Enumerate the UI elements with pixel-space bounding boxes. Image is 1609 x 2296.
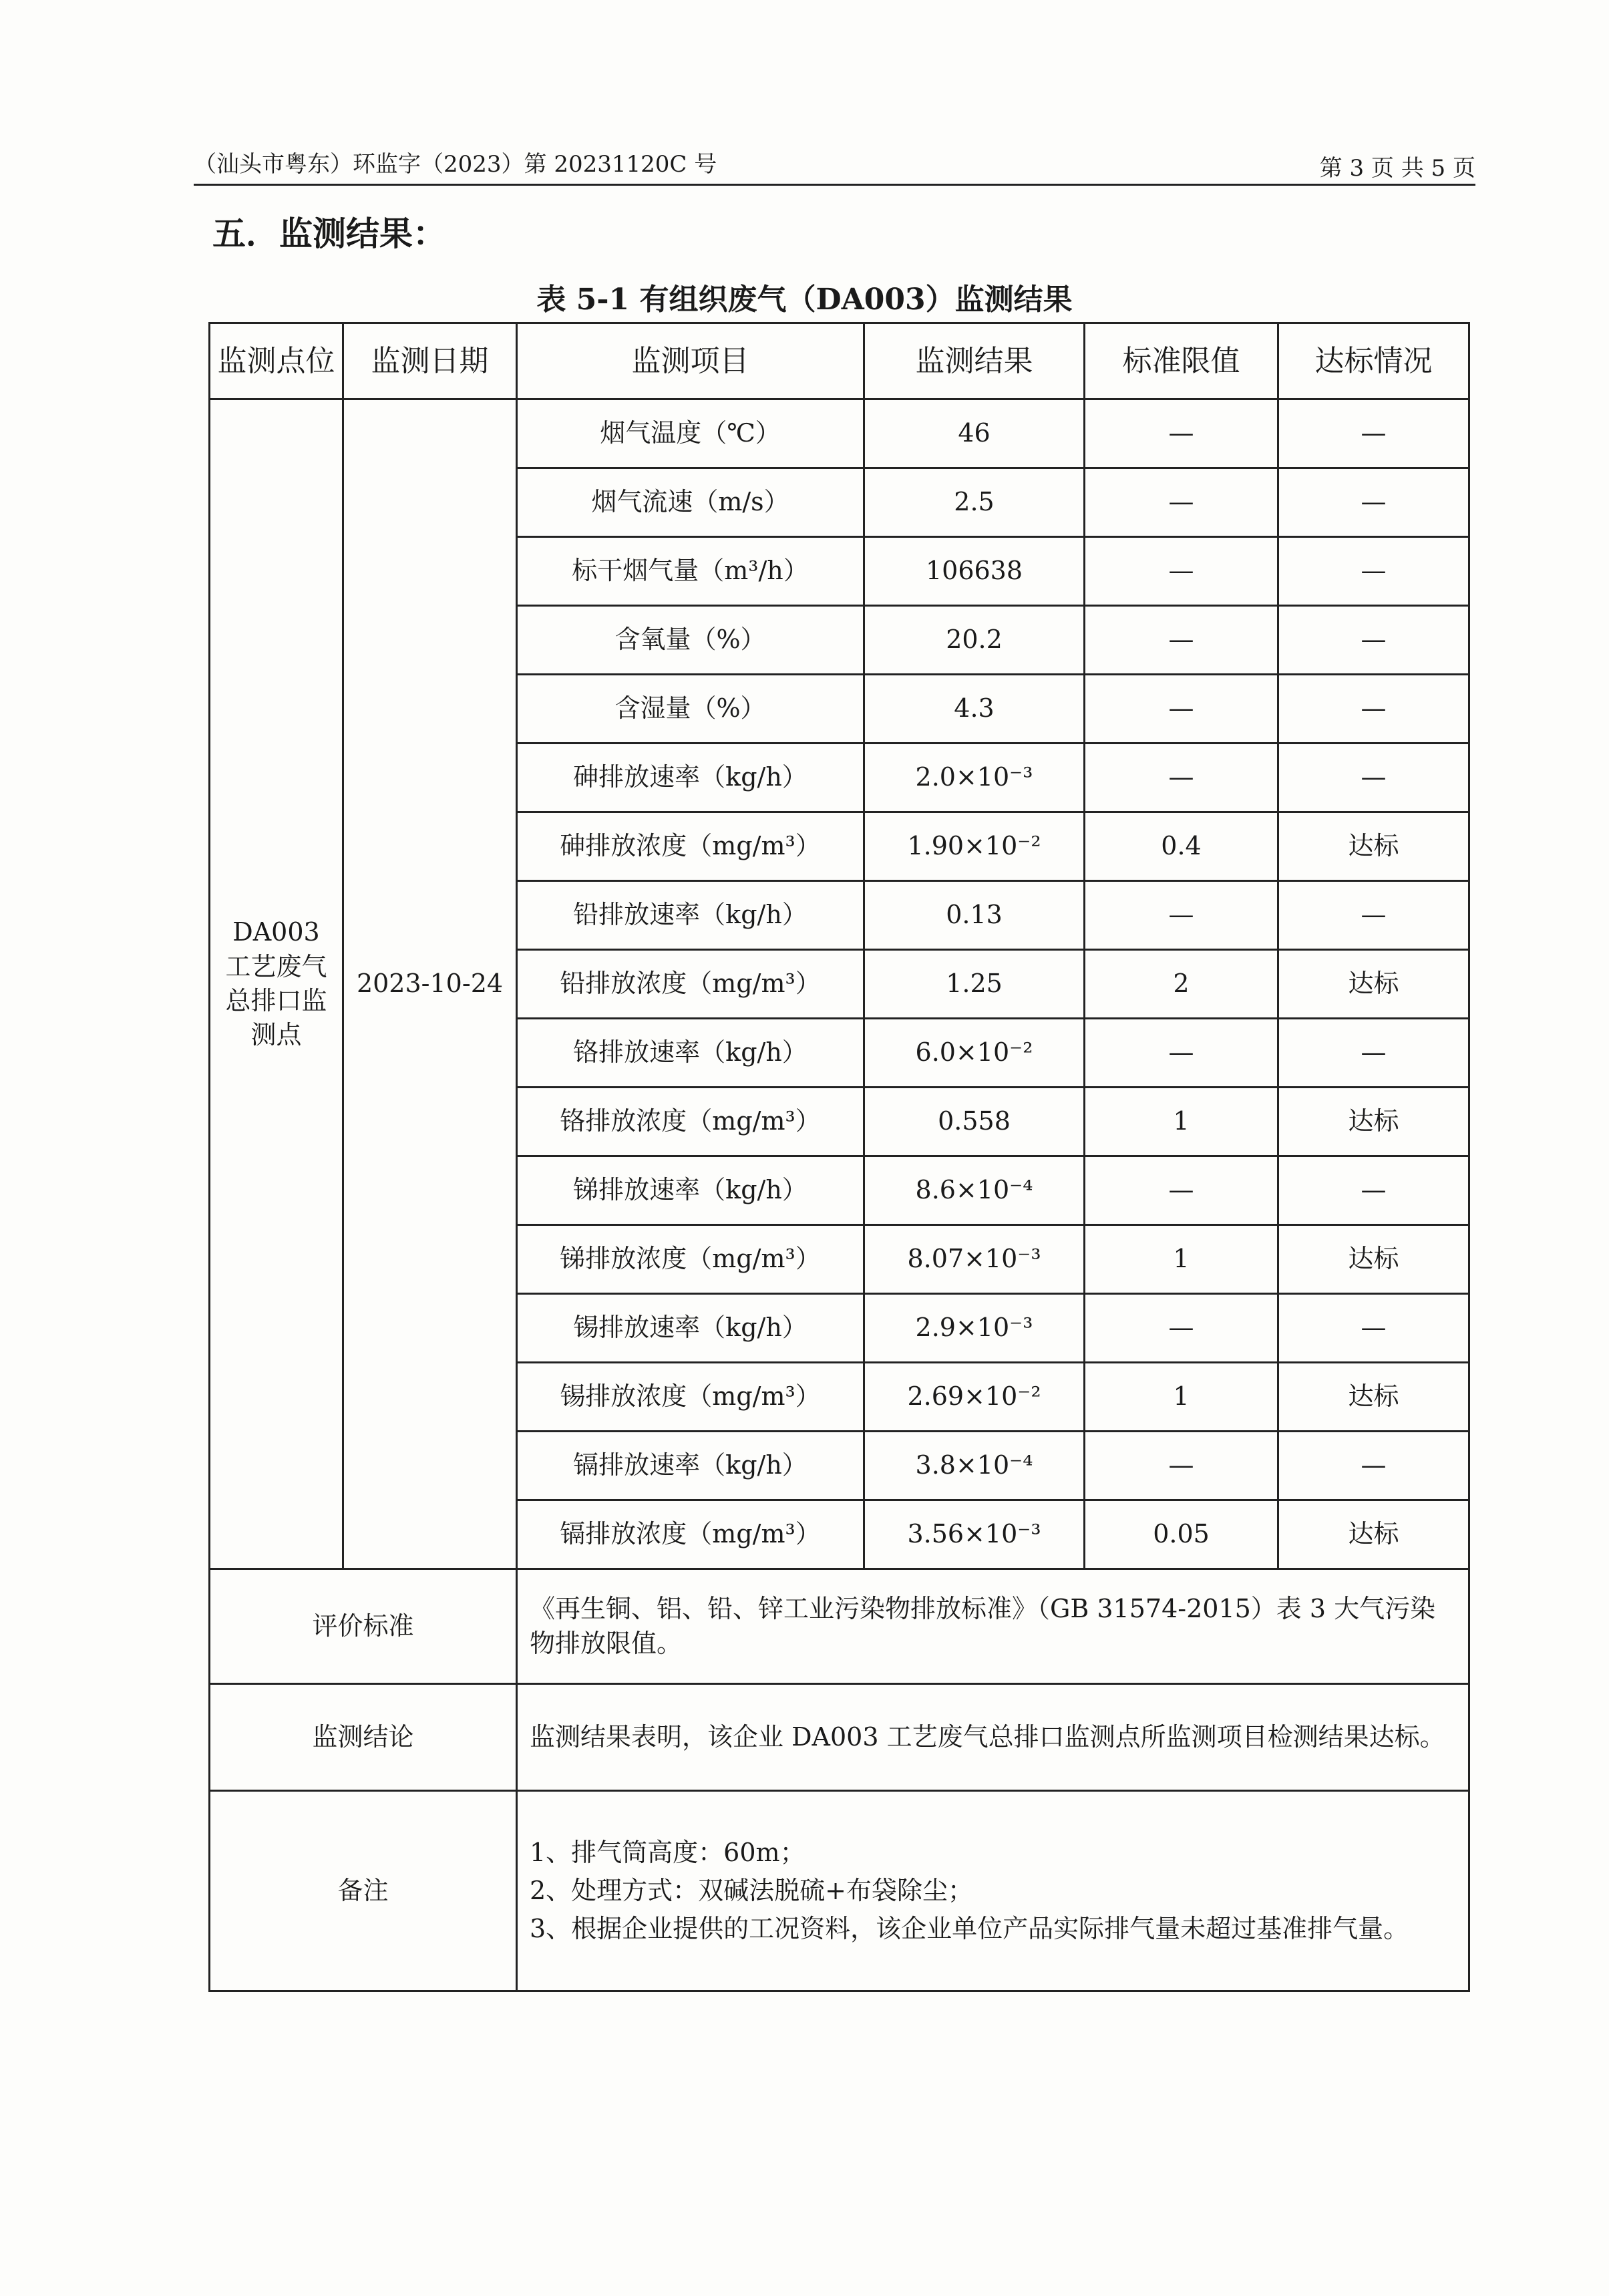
evaluation-standard-row (210, 1569, 1469, 1684)
monitoring-result: 2.9×10⁻³ (864, 1294, 1085, 1363)
remarks-label: 备注 (210, 1791, 517, 1991)
standard-limit: — (1085, 881, 1278, 950)
standard-limit: — (1085, 744, 1278, 812)
standard-limit: — (1085, 399, 1278, 468)
standard-limit: — (1085, 675, 1278, 744)
conclusion-label: 监测结论 (210, 1684, 517, 1791)
standard-limit: — (1085, 1432, 1278, 1500)
evaluation-text: 《再生铜、铝、铅、锌工业污染物排放标准》（GB 31574-2015）表 3 大气污染物排放限值。 (517, 1569, 1469, 1684)
table-title: 表 5-1 有组织废气（DA003）监测结果 (536, 283, 1073, 317)
page-header (194, 137, 1475, 186)
remark-item: 2、处理方式：双碱法脱硫+布袋除尘； (530, 1876, 974, 1905)
monitoring-item: 锑排放浓度（mg/m³） (517, 1225, 864, 1294)
compliance-status: 达标 (1278, 1088, 1469, 1156)
monitoring-result: 3.8×10⁻⁴ (864, 1432, 1085, 1500)
compliance-status: — (1278, 881, 1469, 950)
compliance-status: — (1278, 606, 1469, 675)
monitoring-item: 含湿量（%） (517, 675, 864, 744)
monitoring-item: 镉排放浓度（mg/m³） (517, 1500, 864, 1569)
monitoring-item: 锡排放浓度（mg/m³） (517, 1363, 864, 1432)
monitoring-result: 0.558 (864, 1088, 1085, 1156)
standard-limit: 1 (1085, 1363, 1278, 1432)
monitoring-result: 4.3 (864, 675, 1085, 744)
conclusion-row (210, 1684, 1469, 1791)
column-header: 监测结果 (864, 323, 1085, 399)
monitoring-result: 3.56×10⁻³ (864, 1500, 1085, 1569)
monitoring-item: 锡排放速率（kg/h） (517, 1294, 864, 1363)
column-header: 监测点位 (210, 323, 343, 399)
standard-limit: — (1085, 468, 1278, 537)
standard-limit: — (1085, 537, 1278, 606)
remarks-text (517, 1791, 1469, 1991)
results-table (208, 322, 1470, 1992)
monitoring-item: 含氧量（%） (517, 606, 864, 675)
compliance-status: — (1278, 399, 1469, 468)
compliance-status: — (1278, 468, 1469, 537)
standard-limit: 0.05 (1085, 1500, 1278, 1569)
compliance-status: 达标 (1278, 812, 1469, 881)
monitoring-result: 2.0×10⁻³ (864, 744, 1085, 812)
compliance-status: — (1278, 1156, 1469, 1225)
conclusion-text: 监测结果表明，该企业 DA003 工艺废气总排口监测点所监测项目检测结果达标。 (517, 1684, 1469, 1791)
monitoring-result: 0.13 (864, 881, 1085, 950)
standard-limit: 2 (1085, 950, 1278, 1019)
monitoring-location: DA003 工艺废气 总排口监 测点 (210, 399, 343, 1569)
monitoring-item: 铅排放速率（kg/h） (517, 881, 864, 950)
document-number: （汕头市粤东）环监字（2023）第 20231120C 号 (194, 151, 717, 178)
monitoring-result: 106638 (864, 537, 1085, 606)
remark-item: 3、根据企业提供的工况资料，该企业单位产品实际排气量未超过基准排气量。 (530, 1914, 1409, 1943)
compliance-status: — (1278, 1432, 1469, 1500)
monitoring-item: 锑排放速率（kg/h） (517, 1156, 864, 1225)
compliance-status: — (1278, 1294, 1469, 1363)
page-number: 第 3 页 共 5 页 (1319, 155, 1475, 182)
compliance-status: 达标 (1278, 1225, 1469, 1294)
monitoring-result: 8.07×10⁻³ (864, 1225, 1085, 1294)
standard-limit: — (1085, 1156, 1278, 1225)
monitoring-result: 2.5 (864, 468, 1085, 537)
monitoring-result: 2.69×10⁻² (864, 1363, 1085, 1432)
section-title: 五．监测结果： (212, 214, 446, 253)
compliance-status: — (1278, 1019, 1469, 1088)
column-header: 达标情况 (1278, 323, 1469, 399)
column-header: 监测日期 (343, 323, 517, 399)
table-header-row (210, 323, 1469, 399)
remarks-row (210, 1791, 1469, 1991)
column-header: 标准限值 (1085, 323, 1278, 399)
monitoring-result: 46 (864, 399, 1085, 468)
standard-limit: 0.4 (1085, 812, 1278, 881)
standard-limit: — (1085, 1019, 1278, 1088)
monitoring-item: 铬排放浓度（mg/m³） (517, 1088, 864, 1156)
monitoring-result: 1.90×10⁻² (864, 812, 1085, 881)
monitoring-result: 1.25 (864, 950, 1085, 1019)
compliance-status: — (1278, 537, 1469, 606)
monitoring-result: 6.0×10⁻² (864, 1019, 1085, 1088)
remark-item: 1、排气筒高度：60m； (530, 1838, 806, 1867)
monitoring-item: 砷排放浓度（mg/m³） (517, 812, 864, 881)
compliance-status: 达标 (1278, 1363, 1469, 1432)
monitoring-item: 铬排放速率（kg/h） (517, 1019, 864, 1088)
monitoring-item: 铅排放浓度（mg/m³） (517, 950, 864, 1019)
compliance-status: — (1278, 675, 1469, 744)
monitoring-item: 标干烟气量（m³/h） (517, 537, 864, 606)
monitoring-item: 烟气流速（m/s） (517, 468, 864, 537)
standard-limit: 1 (1085, 1225, 1278, 1294)
compliance-status: — (1278, 744, 1469, 812)
monitoring-item: 砷排放速率（kg/h） (517, 744, 864, 812)
monitoring-item: 烟气温度（℃） (517, 399, 864, 468)
compliance-status: 达标 (1278, 950, 1469, 1019)
monitoring-item: 镉排放速率（kg/h） (517, 1432, 864, 1500)
monitoring-result: 20.2 (864, 606, 1085, 675)
column-header: 监测项目 (517, 323, 864, 399)
compliance-status: 达标 (1278, 1500, 1469, 1569)
evaluation-label: 评价标准 (210, 1569, 517, 1684)
standard-limit: 1 (1085, 1088, 1278, 1156)
monitoring-result: 8.6×10⁻⁴ (864, 1156, 1085, 1225)
standard-limit: — (1085, 606, 1278, 675)
table-row (210, 399, 1469, 468)
monitoring-date: 2023-10-24 (343, 399, 517, 1569)
standard-limit: — (1085, 1294, 1278, 1363)
